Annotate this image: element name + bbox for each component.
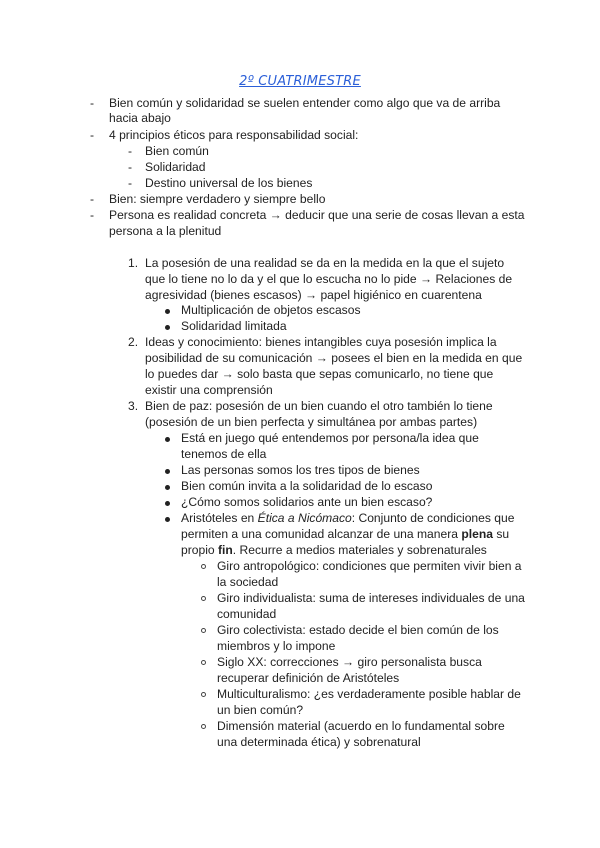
bullet-icon [165,325,170,330]
text-run: su [492,527,510,541]
circle-bullet-icon [201,660,206,665]
dash-marker: - [90,208,95,222]
bullet-icon [165,485,170,490]
numbered-item-line: La posesión de una realidad se da en la medida en la que el sujeto [145,256,505,270]
bullet-icon [165,437,170,442]
principle-item: Solidaridad [145,160,206,174]
bullet-item: Bien común invita a la solidaridad de lo escaso [181,479,433,493]
bullet-icon [165,517,170,522]
aristotle-line [181,527,509,543]
numbered-item-line: agresividad (bienes escasos) → papel higiénico en cuarentena [145,288,482,302]
text-run: : Conjunto de condiciones que [351,511,515,525]
subitem-line: una determinada ética) y sobrenatural [217,735,421,749]
bullet-item: Solidaridad limitada [181,319,287,333]
aristotle-line [181,511,514,527]
subitem-line: Giro individualista: suma de intereses individuales de una [217,591,525,605]
principle-item: Destino universal de los bienes [145,176,313,190]
bullet-icon [165,469,170,474]
page-title: 2º CUATRIMESTRE [239,74,361,89]
subitem-line: Giro antropológico: condiciones que permiten vivir bien a [217,559,522,573]
bullet-icon [165,309,170,314]
circle-bullet-icon [201,596,206,601]
text-run: propio [181,543,218,557]
circle-bullet-icon [201,564,206,569]
dash-marker: - [90,192,95,206]
list-item-line: hacia abajo [109,111,171,125]
dash-marker: - [90,96,95,110]
dash-marker: - [90,128,95,142]
aristotle-line [181,543,487,559]
number-marker: 2. [128,335,139,349]
principle-item: Bien común [145,144,209,158]
subitem-line: Giro colectivista: estado decide el bien común de los [217,623,499,637]
circle-bullet-icon [201,628,206,633]
dash-marker: - [128,144,133,158]
number-marker: 1. [128,256,139,270]
bullet-item: Está en juego qué entendemos por persona/la idea que [181,431,479,445]
bullet-icon [165,501,170,506]
bullet-item: Las personas somos los tres tipos de bienes [181,463,420,477]
book-title: Ética a Nicómaco [257,511,352,525]
list-item-line: Bien: siempre verdadero y siempre bello [109,192,326,206]
text-run: permiten a una comunidad alcanzar de una manera [181,527,462,541]
numbered-item-line: lo puedes dar → solo basta que sepas comunicarlo, no tiene que [145,367,494,381]
subitem-line: un bien común? [217,703,304,717]
numbered-item-line: Bien de paz: posesión de un bien cuando el otro también lo tiene [145,399,493,413]
text-run: . Recurre a medios materiales y sobrenaturales [232,543,487,557]
numbered-item-line: Ideas y conocimiento: bienes intangibles cuya posesión implica la [145,335,497,349]
numbered-item-line: existir una comprensión [145,383,273,397]
circle-bullet-icon [201,724,206,729]
emphasis-plena: plena [461,527,493,541]
text-run: Aristóteles en [181,511,258,525]
dash-marker: - [128,160,133,174]
subitem-line: la sociedad [217,575,279,589]
list-item-line: Persona es realidad concreta → deducir que una serie de cosas llevan a esta [109,208,525,222]
numbered-item-line: que lo tiene no lo da y el que lo escucha no lo pide → Relaciones de [145,272,513,286]
list-item-line: Bien común y solidaridad se suelen entender como algo que va de arriba [109,96,501,110]
subitem-line: miembros y lo impone [217,639,336,653]
list-item-line: 4 principios éticos para responsabilidad social: [109,128,359,142]
dash-marker: - [128,176,133,190]
emphasis-fin: fin [217,543,233,557]
bullet-item: tenemos de ella [181,447,267,461]
subitem-line: comunidad [217,607,277,621]
bullet-item: Multiplicación de objetos escasos [181,303,361,317]
subitem-line: Siglo XX: correcciones → giro personalista busca [217,655,482,669]
subitem-line: Multiculturalismo: ¿es verdaderamente posible hablar de [217,687,521,701]
numbered-item-line: (posesión de un bien perfecta y simultánea por ambas partes) [145,415,478,429]
numbered-item-line: posibilidad de su comunicación → posees el bien en la medida en que [145,351,523,365]
number-marker: 3. [128,399,139,413]
subitem-line: Dimensión material (acuerdo en lo fundamental sobre [217,719,505,733]
list-item-line: persona a la plenitud [109,224,222,238]
bullet-item: ¿Cómo somos solidarios ante un bien escaso? [181,495,433,509]
circle-bullet-icon [201,692,206,697]
subitem-line: recuperar definición de Aristóteles [217,671,400,685]
